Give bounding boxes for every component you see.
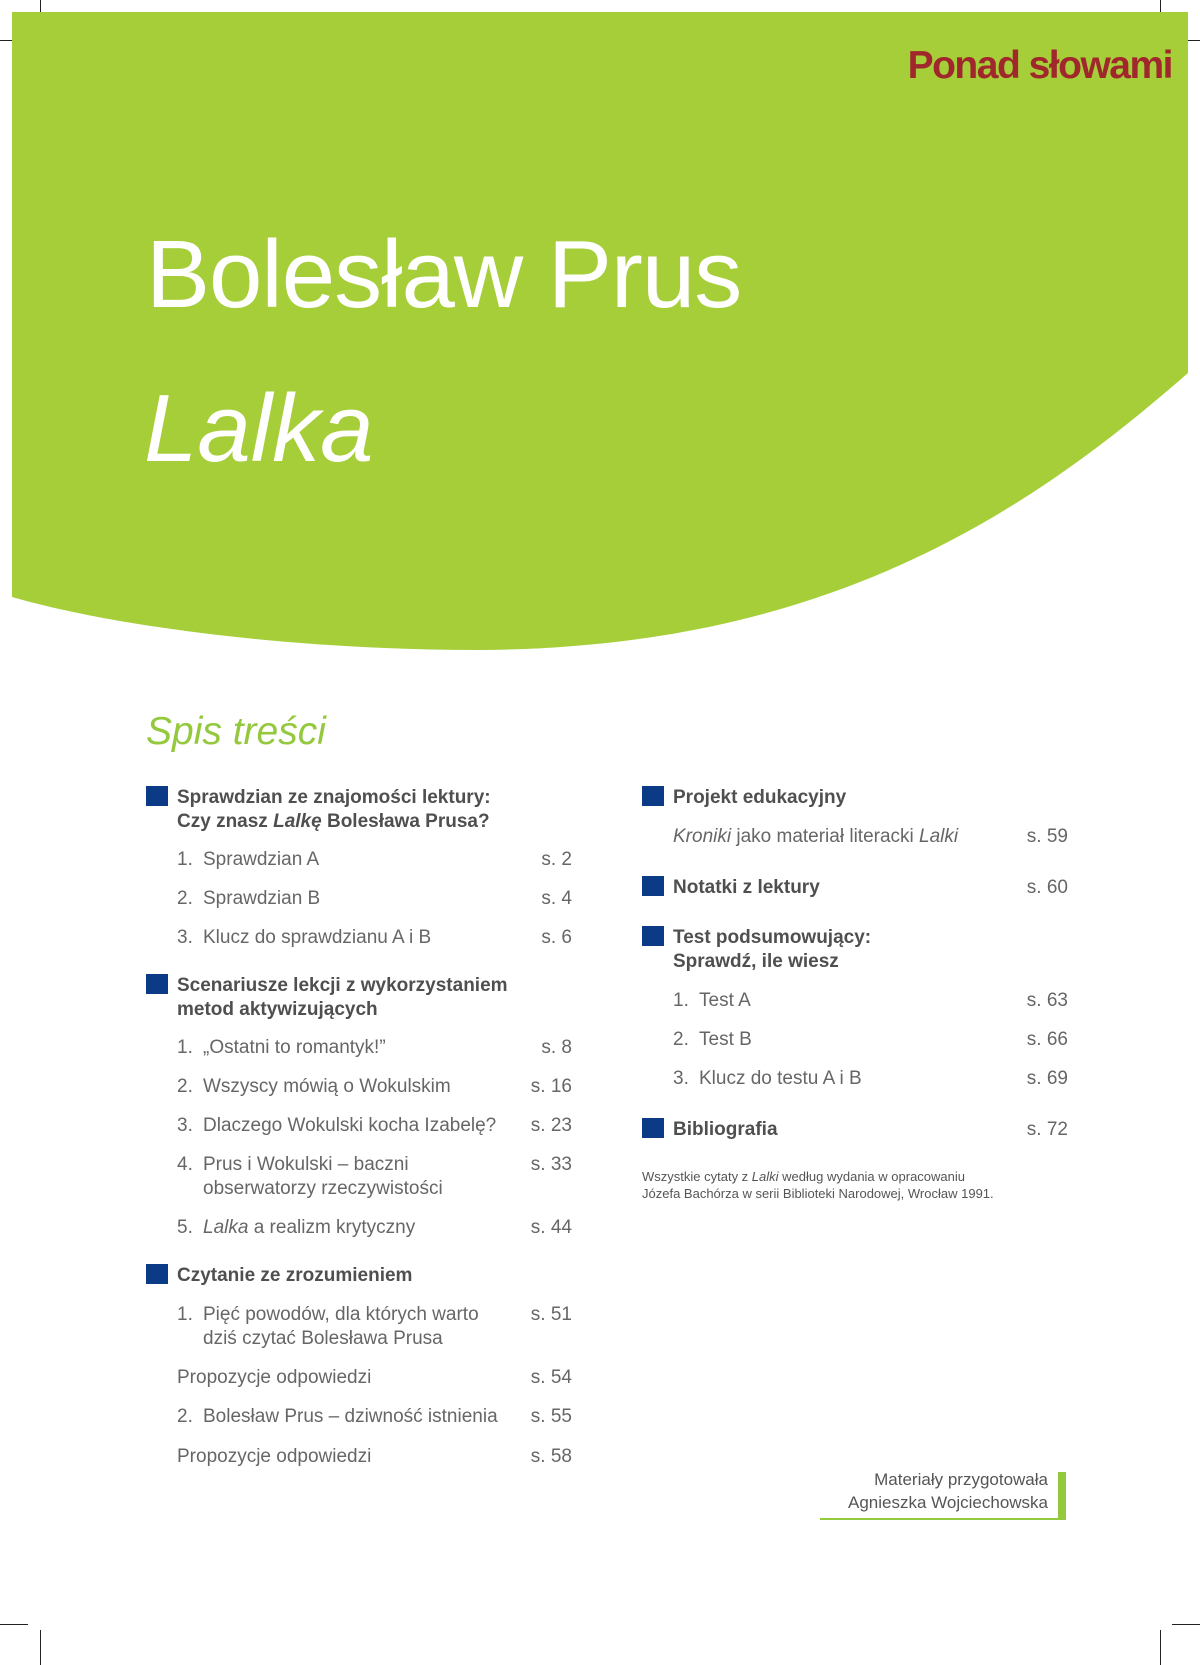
entry-number: 1. — [177, 849, 193, 870]
credit-line: Materiały przygotowała — [874, 1470, 1048, 1489]
entry-text: Wszyscy mówią o Wokulskim — [203, 1076, 451, 1097]
toc-entry[interactable] — [146, 1153, 572, 1201]
entry-number: 3. — [177, 1115, 193, 1136]
toc-entry[interactable] — [146, 1405, 572, 1429]
entry-number: 3. — [673, 1068, 689, 1089]
toc-entry[interactable] — [146, 1216, 572, 1240]
entry-page: s. 44 — [530, 1217, 572, 1238]
entry-page: s. 54 — [530, 1367, 572, 1388]
entry-number: 2. — [673, 1029, 689, 1050]
crop-mark — [40, 1630, 41, 1665]
entry-text-italic: Kroniki — [673, 826, 732, 847]
section-bullet-icon — [642, 786, 664, 806]
toc-section[interactable] — [642, 876, 1068, 900]
entry-number: 1. — [673, 990, 689, 1011]
entry-text: Test B — [699, 1029, 752, 1050]
note-text: Wszystkie cytaty z — [642, 1169, 752, 1184]
section-title-line: Test podsumowujący: — [673, 927, 872, 948]
toc-entry[interactable] — [146, 1366, 572, 1390]
entry-text-line: dziś czytać Bolesława Prusa — [203, 1328, 443, 1349]
crop-mark — [0, 1624, 28, 1625]
entry-text — [203, 1216, 415, 1240]
entry-number: 2. — [177, 1076, 193, 1097]
toc-entry[interactable] — [146, 1036, 572, 1060]
entry-text-line: obserwatorzy rzeczywistości — [203, 1178, 443, 1199]
toc-section[interactable] — [642, 1118, 1068, 1142]
entry-text: Test A — [699, 990, 751, 1011]
toc-entry[interactable] — [642, 989, 1068, 1013]
section-title-line: Scenariusze lekcji z wykorzystaniem — [177, 975, 508, 996]
toc-entry[interactable] — [146, 1303, 572, 1351]
section-title-line: Sprawdzian ze znajomości lektury: — [177, 787, 491, 808]
section-page: s. 60 — [1026, 877, 1068, 898]
entry-page: s. 69 — [1026, 1068, 1068, 1089]
section-title-line: Sprawdź, ile wiesz — [673, 951, 839, 972]
entry-text: Bolesław Prus – dziwność istnienia — [203, 1406, 498, 1427]
toc-section — [146, 974, 572, 1022]
note-text: według wydania w opracowaniu — [778, 1169, 965, 1184]
entry-text — [203, 1153, 523, 1201]
section-bullet-icon — [146, 786, 168, 806]
section-title: Notatki z lektury — [673, 877, 820, 898]
entry-page: s. 6 — [541, 927, 572, 948]
section-title: Bibliografia — [673, 1119, 778, 1140]
entry-number: 4. — [177, 1154, 193, 1175]
toc-entry[interactable] — [146, 848, 572, 872]
entry-page: s. 23 — [530, 1115, 572, 1136]
section-title — [673, 926, 1068, 974]
section-title-line: metod aktywizujących — [177, 999, 378, 1020]
toc-right-column — [642, 786, 1068, 1142]
section-title — [177, 786, 572, 834]
section-title-part: Czy znasz — [177, 811, 274, 832]
toc-heading: Spis treści — [146, 710, 326, 753]
toc-section — [146, 1264, 572, 1288]
entry-text-line: Prus i Wokulski – baczni — [203, 1154, 409, 1175]
entry-page: s. 58 — [530, 1446, 572, 1467]
entry-page: s. 16 — [530, 1076, 572, 1097]
entry-number: 1. — [177, 1037, 193, 1058]
entry-text: Dlaczego Wokulski kocha Izabelę? — [203, 1115, 497, 1136]
entry-text: Propozycje odpowiedzi — [177, 1367, 372, 1388]
entry-text-italic: Lalki — [919, 826, 959, 847]
entry-page: s. 2 — [541, 849, 572, 870]
entry-page: s. 4 — [541, 888, 572, 909]
toc-section — [642, 926, 1068, 974]
entry-page: s. 55 — [530, 1406, 572, 1427]
section-bullet-icon — [146, 1264, 168, 1284]
author-credit — [848, 1468, 1048, 1514]
section-title: Projekt edukacyjny — [673, 787, 847, 808]
section-bullet-icon — [642, 1118, 664, 1138]
toc-section — [642, 786, 1068, 810]
section-title: Czytanie ze zrozumieniem — [177, 1265, 413, 1286]
entry-text: Sprawdzian A — [203, 849, 320, 870]
section-bullet-icon — [642, 876, 664, 896]
section-title — [177, 974, 572, 1022]
section-bullet-icon — [642, 926, 664, 946]
entry-number: 1. — [177, 1304, 193, 1325]
section-bullet-icon — [146, 974, 168, 994]
toc-entry[interactable] — [146, 1445, 572, 1469]
hero-green-banner — [0, 0, 1200, 700]
brand-logo: Ponad słowami — [907, 44, 1172, 87]
entry-text-line: Pięć powodów, dla których warto — [203, 1304, 479, 1325]
entry-page: s. 63 — [1026, 990, 1068, 1011]
entry-text: „Ostatni to romantyk!” — [203, 1037, 386, 1058]
credit-accent-bar — [1058, 1472, 1066, 1520]
note-text-italic: Lalki — [751, 1169, 779, 1184]
entry-page: s. 66 — [1026, 1029, 1068, 1050]
toc-entry[interactable] — [642, 1028, 1068, 1052]
entry-text-italic: Lalka — [203, 1217, 249, 1238]
toc-entry[interactable] — [642, 825, 1068, 849]
section-title-italic: Lalkę — [273, 811, 322, 832]
credit-underline — [820, 1518, 1066, 1520]
author-name: Bolesław Prus — [146, 221, 742, 328]
toc-section — [146, 786, 572, 834]
entry-page: s. 59 — [1026, 826, 1068, 847]
entry-number: 3. — [177, 927, 193, 948]
toc-entry[interactable] — [146, 1075, 572, 1099]
toc-entry[interactable] — [146, 887, 572, 911]
entry-page: s. 33 — [530, 1154, 572, 1175]
entry-text: Sprawdzian B — [203, 888, 321, 909]
crop-mark — [1160, 1630, 1161, 1665]
entry-number: 2. — [177, 888, 193, 909]
entry-text: Propozycje odpowiedzi — [177, 1446, 372, 1467]
toc-entry[interactable] — [146, 926, 572, 950]
entry-text: Klucz do sprawdzianu A i B — [203, 927, 432, 948]
entry-text-part: a realizm krytyczny — [248, 1217, 416, 1238]
entry-number: 2. — [177, 1406, 193, 1427]
crop-mark — [1172, 1624, 1200, 1625]
entry-text — [203, 1303, 523, 1351]
entry-number: 5. — [177, 1217, 193, 1238]
book-title: Lalka — [144, 375, 374, 482]
citation-note — [642, 1168, 1062, 1202]
entry-page: s. 51 — [530, 1304, 572, 1325]
entry-text-part: jako materiał literacki — [731, 826, 920, 847]
entry-page: s. 8 — [541, 1037, 572, 1058]
entry-text: Klucz do testu A i B — [699, 1068, 862, 1089]
section-page: s. 72 — [1026, 1119, 1068, 1140]
toc-left-column — [146, 786, 572, 1469]
credit-line: Agnieszka Wojciechowska — [848, 1493, 1048, 1512]
section-title-part: Bolesława Prusa? — [321, 811, 490, 832]
note-text: Józefa Bachórza w serii Biblioteki Narodowej, Wrocław 1991. — [642, 1186, 994, 1201]
toc-entry[interactable] — [642, 1067, 1068, 1091]
toc-entry[interactable] — [146, 1114, 572, 1138]
entry-text — [673, 825, 958, 849]
